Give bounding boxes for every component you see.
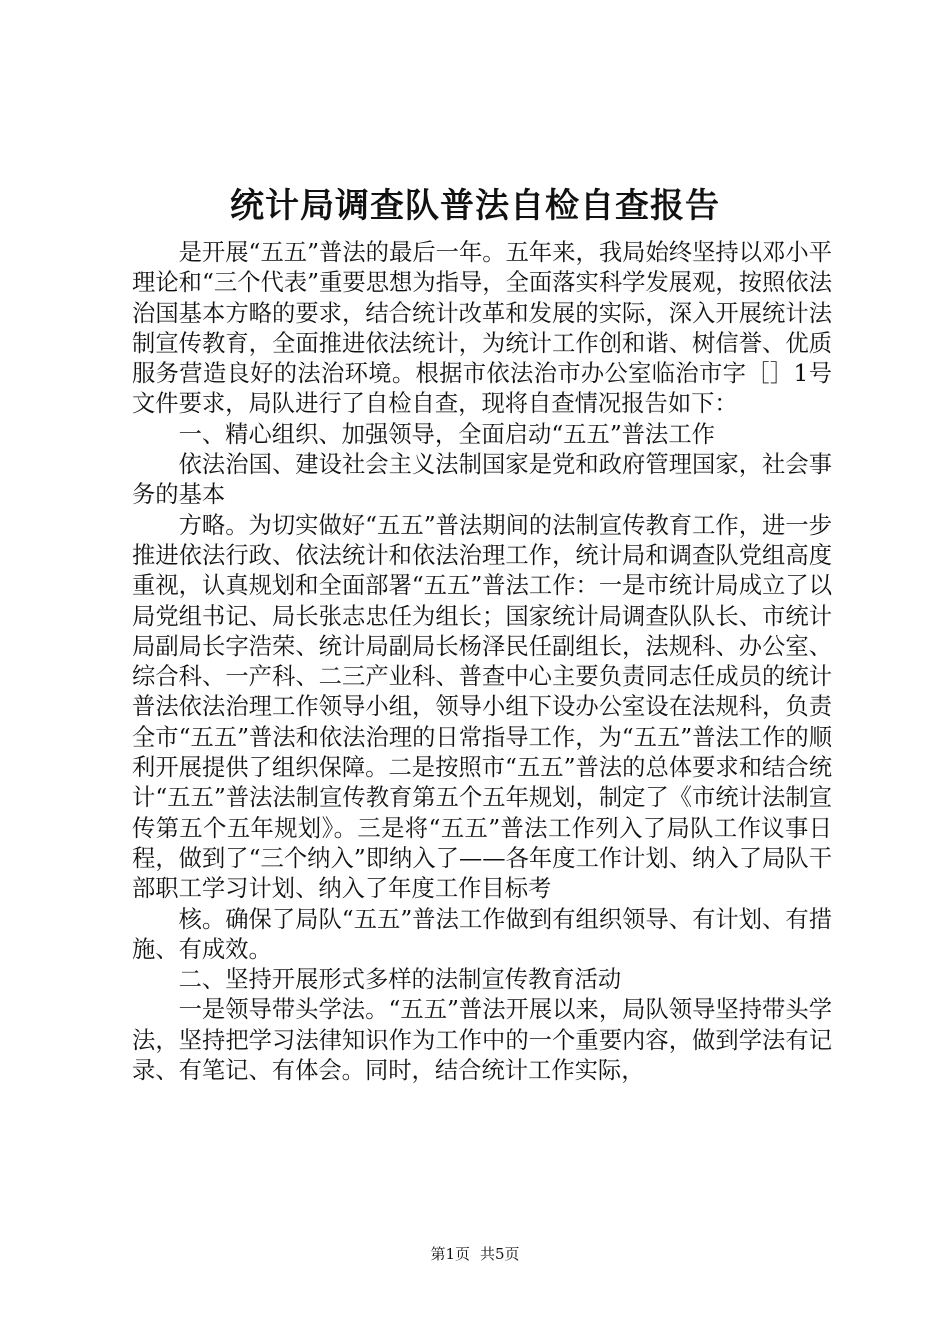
page-total: 共5页 — [480, 1245, 520, 1263]
page-footer — [0, 1244, 950, 1264]
document-body — [132, 238, 832, 1086]
section-heading-2: 二、坚持开展形式多样的法制宣传教育活动 — [178, 966, 622, 994]
paragraph-intro: 是开展“五五”普法的最后一年。五年来，我局始终坚持以邓小平理论和“三个代表”重要思想为指导，全面落实科学发展观，按照依法治国基本方略的要求，结合统计改革和发展的实际，深入开展统计法制宣传教育，全面推进依法统计，为统计工作创和谐、树信誉、优质服务营造良好的法治环境。根据市依法治市办公室临治市字［］1号文件要求，局队进行了自检自查，现将自查情况报告如下： — [132, 239, 832, 418]
page-number: 第1页 — [430, 1245, 470, 1263]
paragraph: 核。确保了局队“五五”普法工作做到有组织领导、有计划、有措施、有成效。 — [132, 905, 832, 963]
paragraph: 一是领导带头学法。“五五”普法开展以来，局队领导坚持带头学法，坚持把学习法律知识作为工作中的一个重要内容，做到学法有记录、有笔记、有体会。同时，结合统计工作实际， — [132, 996, 832, 1085]
paragraph: 方略。为切实做好“五五”普法期间的法制宣传教育工作，进一步推进依法行政、依法统计和依法治理工作，统计局和调查队党组高度重视，认真规划和全面部署“五五”普法工作：一是市统计局成立了以局党组书记、局长张志忠任为组长；国家统计局调查队队长、市统计局副局长字浩荣、统计局副局长杨泽民任副组长，法规科、办公室、综合科、一产科、二三产业科、普查中心主要负责同志任成员的统计普法依法治理工作领导小组，领导小组下设办公室设在法规科，负责全市“五五”普法和依法治理的日常指导工作，为“五五”普法工作的顺利开展提供了组织保障。二是按照市“五五”普法的总体要求和结合统计“五五”普法法制宣传教育第五个五年规划，制定了《市统计法制宣传第五个五年规划》。三是将“五五”普法工作列入了局队工作议事日程，做到了“三个纳入”即纳入了——各年度工作计划、纳入了局队干部职工学习计划、纳入了年度工作目标考 — [132, 511, 832, 903]
document-title: 统计局调查队普法自检自查报告 — [230, 186, 720, 226]
section-heading-1: 一、精心组织、加强领导，全面启动“五五”普法工作 — [178, 420, 715, 448]
paragraph: 依法治国、建设社会主义法制国家是党和政府管理国家，社会事务的基本 — [132, 451, 832, 509]
